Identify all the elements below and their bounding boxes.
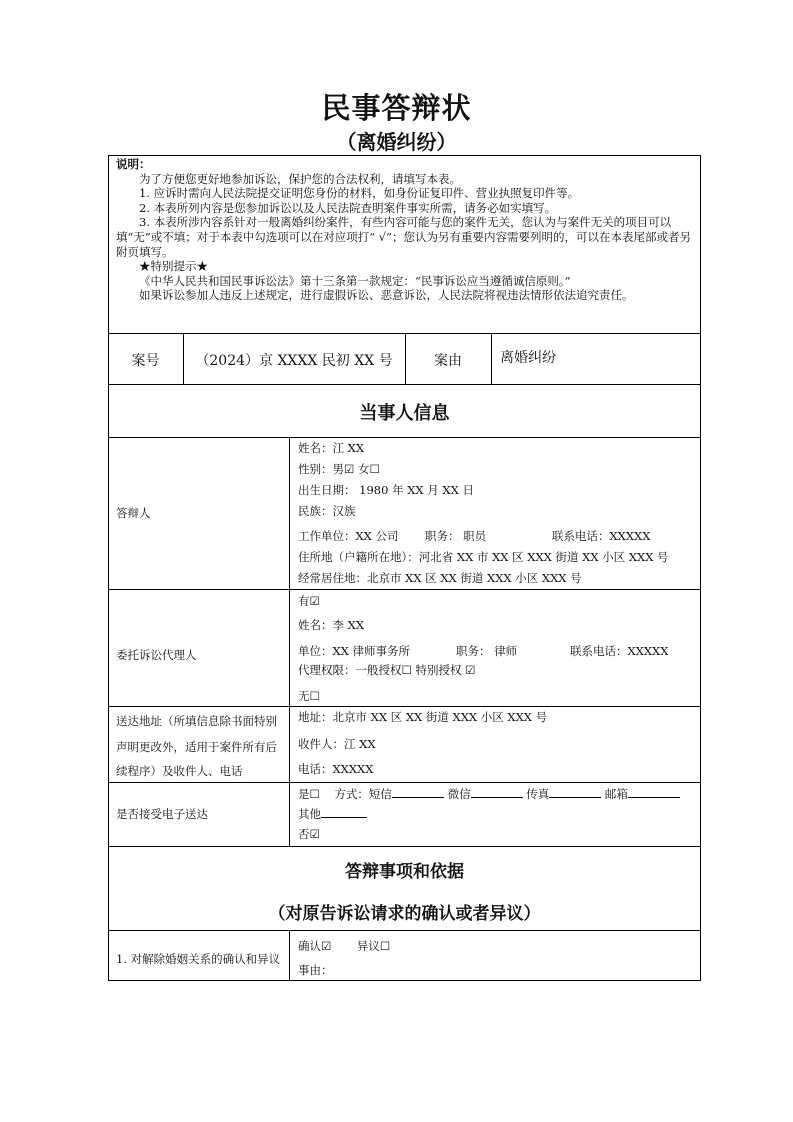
- case-cause-value: 离婚纠纷: [500, 350, 556, 366]
- respondent-label: 答辩人: [116, 506, 151, 520]
- instructions-heading: 说明：: [116, 157, 151, 171]
- electronic-yes: 是☐: [298, 787, 320, 801]
- service-address: 地址：北京市 XX 区 XX 街道 XXX 小区 XXX 号: [298, 710, 548, 724]
- row-divider: [108, 589, 701, 590]
- case-cause-label: 案由: [434, 353, 462, 369]
- agent-authority: 代理权限：一般授权☐ 特别授权 ☑: [298, 663, 476, 677]
- agent-has: 有☑: [298, 594, 320, 608]
- fax-blank: [549, 786, 601, 798]
- defense-heading: 答辩事项和依据: [345, 862, 464, 882]
- service-address-label-line-3: 续程序）及收件人、电话: [116, 764, 243, 778]
- instructions-item-1: 1. 应诉时需向人民法院提交证明您身份的材料，如身份证复印件、营业执照复印件等。: [139, 186, 580, 201]
- service-address-label-line-2: 声明更改外，适用于案件所有后: [116, 740, 277, 754]
- instructions-intro: 为了方便您更好地参加诉讼，保护您的合法权利，请填写本表。: [139, 171, 461, 186]
- respondent-work-unit: 工作单位：XX 公司: [298, 529, 399, 543]
- email-blank: [628, 786, 680, 798]
- agent-phone: 联系电话：XXXXX: [570, 644, 669, 658]
- special-tip-title: ★特别提示★: [139, 259, 208, 274]
- instructions-item-3: 3. 本表所涉内容系针对一般离婚纠纷案件，有些内容可能与您的案件无关，您认为与案件无关的项目可以填“无”或不填；对于本表中勾选项可以在对应项打“ √”；您认为另有重要内容需要列明的，可以在本表尾部或者另附页填写。: [116, 215, 691, 259]
- agent-position: 职务： 律师: [456, 644, 518, 658]
- special-tip-1: 《中华人民共和国民事诉讼法》第十三条第一款规定：“民事诉讼应当遵循诚信原则。”: [139, 273, 571, 288]
- electronic-service-options: [298, 786, 680, 803]
- row-divider: [108, 930, 701, 931]
- service-address-label-line-1: 送达地址（所填信息除书面特别: [116, 714, 277, 728]
- respondent-habitual-residence: 经常居住地：北京市 XX 区 XX 街道 XXX 小区 XXX 号: [298, 571, 582, 585]
- row-divider: [108, 706, 701, 707]
- electronic-method-other: 其他: [298, 807, 321, 821]
- instructions-item-2: 2. 本表所列内容是您参加诉讼以及人民法院查明案件事实所需，请务必如实填写。: [139, 200, 557, 215]
- column-divider: [289, 930, 290, 981]
- electronic-method-wechat: 微信: [447, 787, 471, 801]
- document-title: 民事答辩状: [321, 91, 472, 125]
- row-divider: [108, 384, 701, 385]
- sms-blank: [392, 786, 444, 798]
- instructions-block: [116, 157, 696, 303]
- electronic-other-row: [298, 806, 367, 823]
- electronic-method-email: 邮箱: [604, 787, 628, 801]
- respondent-birth-date: 出生日期： 1980 年 XX 月 XX 日: [298, 483, 474, 497]
- column-divider: [289, 437, 290, 846]
- wechat-blank: [471, 786, 523, 798]
- special-tip-2: 如果诉讼参加人违反上述规定，进行虚假诉讼、恶意诉讼，人民法院将视违法情形依法追究责任。: [139, 288, 634, 303]
- agent-name: 姓名：李 XX: [298, 618, 365, 632]
- confirm-option: 确认☑: [298, 939, 332, 953]
- electronic-service-label: 是否接受电子送达: [116, 807, 208, 821]
- defense-item-1-label: 1. 对解除婚姻关系的确认和异议: [116, 952, 281, 966]
- electronic-method-fax: 传真: [526, 787, 550, 801]
- dispute-option: 异议☐: [356, 939, 391, 953]
- defense-subheading: （对原告诉讼请求的确认或者异议）: [268, 904, 541, 924]
- case-number-label: 案号: [131, 353, 160, 369]
- service-phone: 电话：XXXXX: [298, 762, 374, 776]
- respondent-name: 姓名：江 XX: [298, 441, 365, 455]
- respondent-gender: 性别：男☑ 女☐: [298, 462, 380, 476]
- row-divider: [108, 782, 701, 783]
- respondent-ethnicity: 民族：汉族: [298, 504, 356, 518]
- party-info-heading: 当事人信息: [359, 403, 450, 424]
- other-blank: [321, 806, 367, 818]
- respondent-position: 职务： 职员: [425, 529, 487, 543]
- service-recipient: 收件人：江 XX: [298, 737, 376, 751]
- case-number-value: （2024）京 XXXX 民初 XX 号: [195, 353, 393, 369]
- agent-unit: 单位：XX 律师事务所: [298, 644, 411, 658]
- respondent-phone: 联系电话：XXXXX: [552, 529, 651, 543]
- defense-item-1-options: [298, 938, 390, 955]
- electronic-method-sms: 方式：短信: [334, 787, 392, 801]
- agent-label: 委托诉讼代理人: [116, 648, 197, 662]
- row-divider: [108, 437, 701, 438]
- document-subtitle: （离婚纠纷）: [336, 130, 457, 154]
- respondent-residence: 住所地（户籍所在地）：河北省 XX 市 XX 区 XXX 街道 XX 小区 XXX 号: [298, 550, 669, 564]
- row-divider: [108, 846, 701, 847]
- electronic-no: 否☑: [298, 827, 320, 841]
- column-divider: [491, 333, 492, 384]
- defense-item-1-reason: 事由：: [298, 963, 333, 977]
- agent-none: 无☐: [298, 689, 320, 703]
